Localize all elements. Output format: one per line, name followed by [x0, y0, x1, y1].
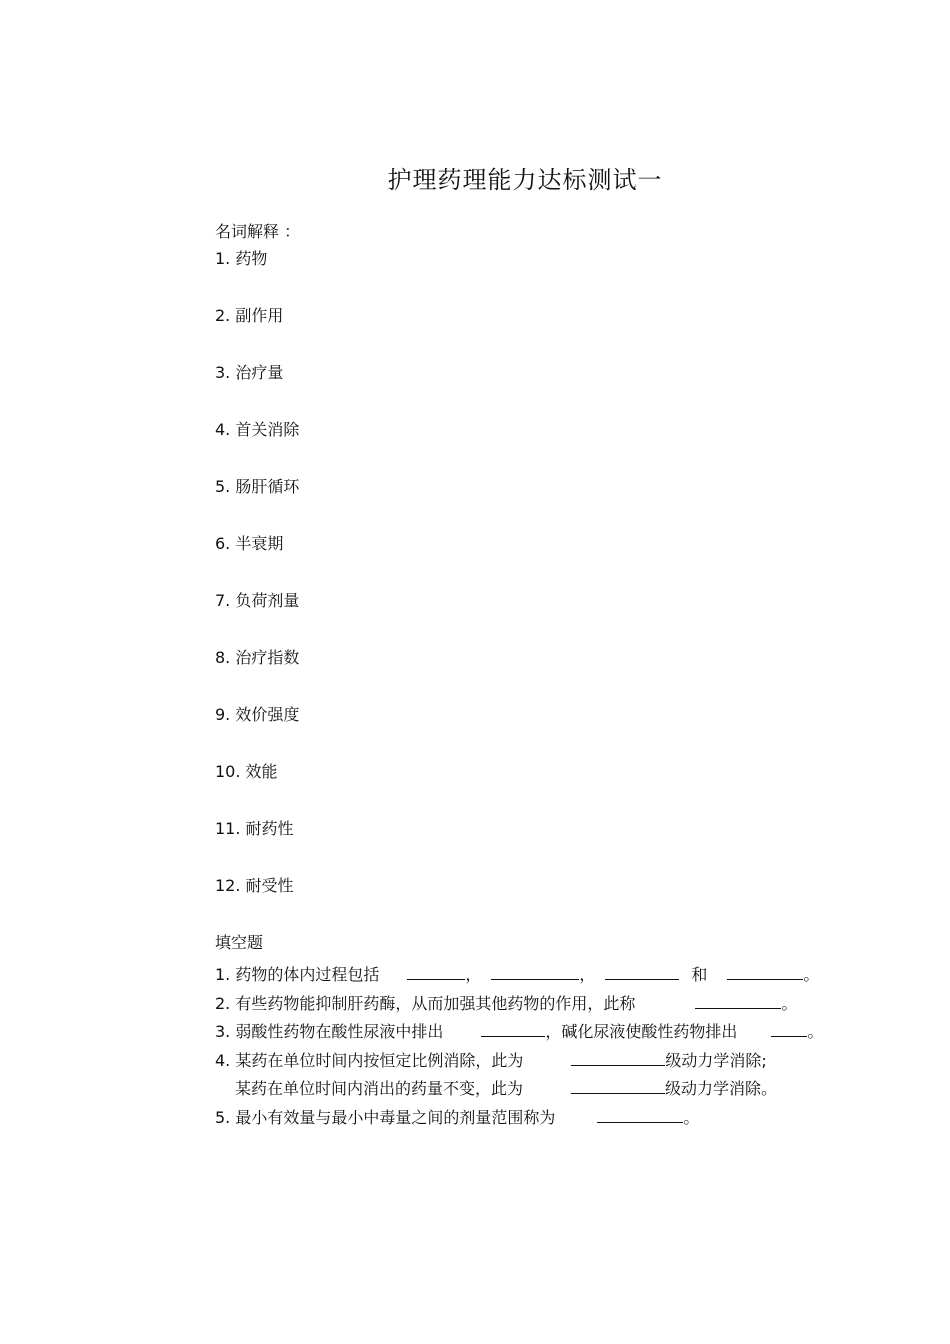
question-tail: 级动力学消除。: [665, 1079, 778, 1098]
term-text: 治疗量: [235, 363, 284, 382]
fill-in-question-3: [215, 1018, 823, 1047]
question-text: 某药在单位时间内按恒定比例消除，此为: [235, 1050, 524, 1070]
end-punctuation: 。: [683, 1107, 700, 1127]
page-title: 护理药理能力达标测试一: [387, 166, 663, 194]
term-number: 9.: [215, 705, 231, 724]
term-text: 耐药性: [245, 819, 294, 838]
term-item: [215, 477, 300, 534]
question-number: 1.: [215, 965, 231, 984]
term-list: [215, 249, 300, 933]
end-punctuation: 。: [807, 1022, 824, 1041]
question-number: 4.: [215, 1050, 231, 1070]
question-text: 有些药物能抑制肝药酶，从而加强其他药物的作用，此称: [235, 993, 636, 1013]
question-tail: 级动力学消除;: [665, 1050, 767, 1070]
question-number: 2.: [215, 993, 231, 1013]
term-item: [215, 705, 300, 762]
term-number: 12.: [215, 876, 241, 895]
term-item: [215, 762, 300, 819]
question-text: 药物的体内过程包括: [235, 965, 380, 984]
end-punctuation: 。: [803, 965, 820, 984]
end-punctuation: 。: [781, 993, 798, 1013]
answer-blank[interactable]: [407, 962, 465, 980]
term-item: [215, 306, 300, 363]
term-item: [215, 534, 300, 591]
term-item: [215, 249, 300, 306]
definitions-heading: 名词解释 ：: [215, 222, 301, 241]
term-number: 3.: [215, 363, 231, 382]
term-text: 首关消除: [235, 420, 300, 439]
term-text: 副作用: [235, 306, 284, 325]
answer-blank[interactable]: [695, 991, 781, 1009]
term-item: [215, 363, 300, 420]
fill-in-question-2: [215, 990, 823, 1019]
fill-in-question-1: [215, 961, 823, 990]
term-text: 耐受性: [245, 876, 294, 895]
term-item: [215, 819, 300, 876]
conjunction-text: 和: [691, 965, 708, 984]
term-number: 10.: [215, 762, 241, 781]
answer-blank[interactable]: [605, 962, 679, 980]
definitions-section: [215, 222, 300, 933]
question-number: 5.: [215, 1107, 231, 1127]
fill-in-heading: 填空题: [215, 933, 264, 952]
term-text: 治疗指数: [235, 648, 300, 667]
term-number: 11.: [215, 819, 241, 838]
term-number: 1.: [215, 249, 231, 268]
term-number: 6.: [215, 534, 231, 553]
answer-blank[interactable]: [571, 1076, 665, 1094]
term-number: 2.: [215, 306, 231, 325]
answer-blank[interactable]: [481, 1019, 545, 1037]
term-number: 7.: [215, 591, 231, 610]
fill-in-section: [215, 933, 823, 1132]
separator: ，: [579, 965, 596, 984]
question-number: 3.: [215, 1022, 231, 1041]
answer-blank[interactable]: [727, 962, 803, 980]
term-text: 半衰期: [235, 534, 284, 553]
answer-blank[interactable]: [491, 962, 579, 980]
term-text: 效能: [245, 762, 278, 781]
term-text: 负荷剂量: [235, 591, 300, 610]
question-text: 最小有效量与最小中毒量之间的剂量范围称为: [235, 1107, 556, 1127]
term-text: 效价强度: [235, 705, 300, 724]
fill-in-question-4: [215, 1047, 823, 1076]
term-number: 5.: [215, 477, 231, 496]
term-item: [215, 420, 300, 477]
answer-blank[interactable]: [571, 1048, 665, 1066]
separator: ，: [465, 965, 482, 984]
term-item: [215, 591, 300, 648]
answer-blank[interactable]: [771, 1019, 807, 1037]
term-text: 药物: [235, 249, 268, 268]
term-text: 肠肝循环: [235, 477, 300, 496]
term-item: [215, 648, 300, 705]
term-number: 4.: [215, 420, 231, 439]
question-text: 某药在单位时间内消出的药量不变，此为: [235, 1079, 524, 1098]
term-number: 8.: [215, 648, 231, 667]
fill-in-question-5: [215, 1104, 823, 1133]
answer-blank[interactable]: [597, 1105, 683, 1123]
term-item: [215, 876, 300, 933]
question-text: 弱酸性药物在酸性尿液中排出: [235, 1022, 444, 1041]
fill-in-list: [215, 961, 823, 1132]
question-text-middle: ，碱化尿液使酸性药物排出: [545, 1022, 738, 1041]
fill-in-question-4-continued: [215, 1075, 823, 1104]
